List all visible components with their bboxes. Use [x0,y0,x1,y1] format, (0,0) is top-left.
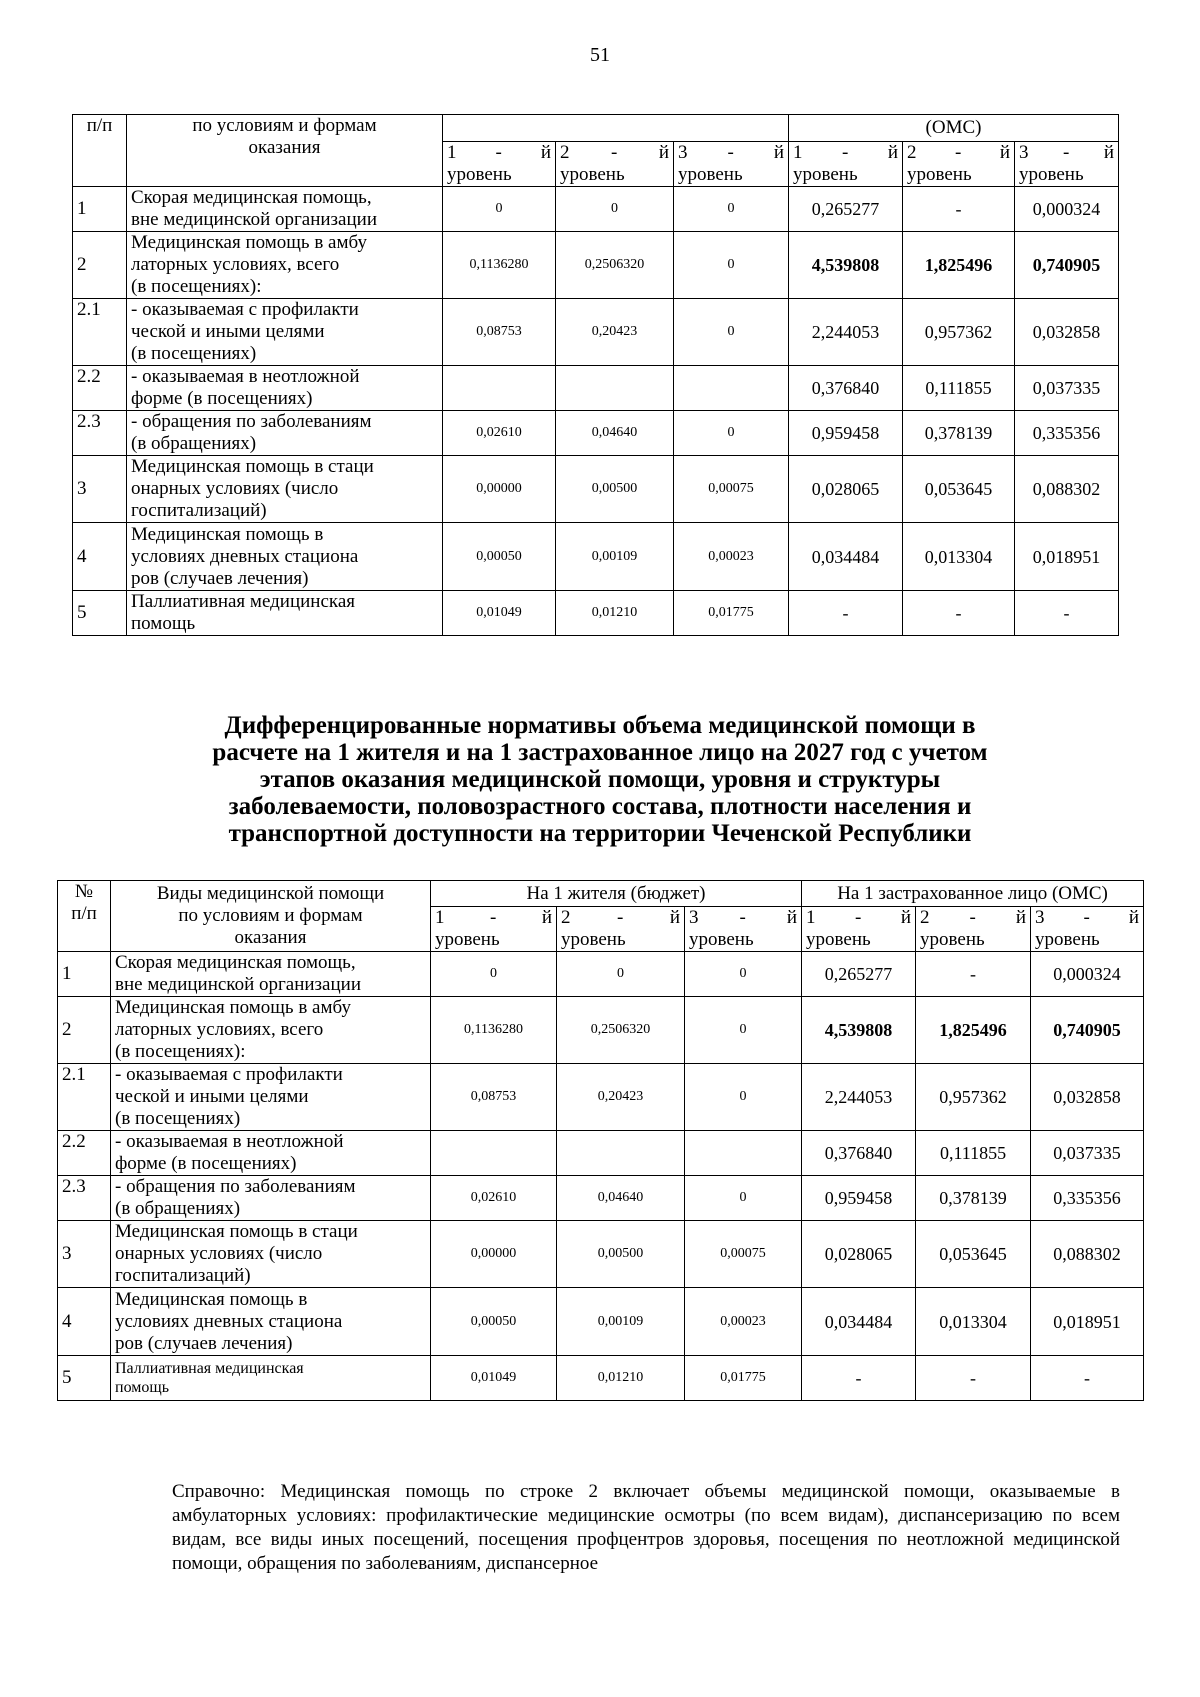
header-level-4 [802,907,916,952]
budget-level-2-value: 0,01210 [557,1356,685,1401]
oms-level-3-value: 0,000324 [1015,187,1119,232]
level-suffix: й [1128,907,1140,928]
level-num: 3 [1019,142,1029,163]
budget-level-2-value: 0,00109 [556,523,674,591]
budget-level-3-value: 0 [674,232,789,299]
level-dash: - [955,142,962,163]
oms-level-3-value: 0,740905 [1031,997,1144,1064]
oms-level-1-value: 0,265277 [789,187,903,232]
row-number: 5 [58,1356,111,1401]
header-level-6 [1015,142,1119,187]
care-type-name: Паллиативная медицинская помощь [127,591,443,636]
table-row [73,299,1119,366]
oms-level-3-value: - [1015,591,1119,636]
budget-level-3-value: 0,01775 [674,591,789,636]
oms-level-1-value: 2,244053 [789,299,903,366]
level-dash: - [969,907,976,928]
level-dash: - [842,142,849,163]
oms-level-2-value: 0,957362 [916,1064,1031,1131]
norms-table-2026 [72,114,1119,636]
oms-level-1-value: 0,028065 [789,456,903,523]
row-number: 2 [58,997,111,1064]
level-word: уровень [920,929,985,950]
oms-level-1-value: 2,244053 [802,1064,916,1131]
level-num: 1 [447,142,457,163]
oms-level-3-value: 0,018951 [1015,523,1119,591]
budget-level-1-value: 0,00000 [431,1221,557,1288]
header-level-1 [431,907,557,952]
oms-level-3-value: 0,037335 [1031,1131,1144,1176]
table-row [58,1288,1144,1356]
level-suffix: й [541,907,552,928]
budget-level-1-value: 0 [431,952,557,997]
oms-level-2-value: 0,053645 [903,456,1015,523]
level-word: уровень [560,164,625,185]
oms-level-2-value: - [903,187,1015,232]
care-type-name: - обращения по заболеваниям (в обращениях) [127,411,443,456]
level-dash: - [495,142,502,163]
budget-level-2-value: 0,04640 [556,411,674,456]
level-num: 1 [806,907,816,928]
level-suffix: й [669,907,680,928]
header-oms-group: (ОМС) [789,115,1119,142]
level-suffix: й [1103,142,1115,163]
care-type-name: Скорая медицинская помощь, вне медицинской организации [111,952,431,997]
care-type-name: Медицинская помощь в стаци онарных условиях (число госпитализаций) [127,456,443,523]
budget-level-1-value: 0,01049 [443,591,556,636]
oms-level-1-value: 0,028065 [802,1221,916,1288]
budget-level-2-value: 0,2506320 [557,997,685,1064]
level-num: 1 [435,907,445,928]
oms-level-2-value: 0,957362 [903,299,1015,366]
level-num: 2 [907,142,917,163]
care-type-name: - оказываемая в неотложной форме (в посещениях) [111,1131,431,1176]
level-word: уровень [561,929,626,950]
oms-level-2-value: 0,378139 [903,411,1015,456]
table-row [58,952,1144,997]
table-row [73,187,1119,232]
oms-level-2-value: 0,013304 [916,1288,1031,1356]
level-dash: - [490,907,497,928]
budget-level-3-value: 0,00075 [685,1221,802,1288]
oms-level-1-value: 0,959458 [802,1176,916,1221]
oms-level-3-value: 0,335356 [1015,411,1119,456]
budget-level-1-value: 0 [443,187,556,232]
level-word: уровень [447,164,512,185]
oms-level-1-value: 0,034484 [789,523,903,591]
level-suffix: й [887,142,898,163]
row-number: 1 [58,952,111,997]
care-type-name: Паллиативная медицинская помощь [111,1356,431,1401]
header-budget-group: На 1 жителя (бюджет) [431,881,802,907]
oms-level-3-value: - [1031,1356,1144,1401]
oms-level-3-value: 0,032858 [1031,1064,1144,1131]
budget-level-1-value [431,1131,557,1176]
row-number: 1 [73,187,127,232]
table-row [58,1176,1144,1221]
care-type-name: Медицинская помощь в амбу латорных условиях, всего (в посещениях): [111,997,431,1064]
table-row [58,1064,1144,1131]
header-level-2 [556,142,674,187]
oms-level-1-value: 0,959458 [789,411,903,456]
table-row [73,366,1119,411]
budget-level-2-value: 0,20423 [557,1064,685,1131]
budget-level-3-value: 0 [685,1176,802,1221]
budget-level-2-value: 0 [556,187,674,232]
budget-level-3-value: 0,00075 [674,456,789,523]
oms-level-2-value: 0,053645 [916,1221,1031,1288]
table-row [58,997,1144,1064]
budget-level-3-value: 0,00023 [685,1288,802,1356]
header-col-no: № п/п [58,881,111,952]
budget-level-1-value [443,366,556,411]
care-type-name: - оказываемая в неотложной форме (в посещениях) [127,366,443,411]
row-number: 2.3 [58,1176,111,1221]
row-number: 2 [73,232,127,299]
budget-level-1-value: 0,1136280 [431,997,557,1064]
level-word: уровень [435,929,500,950]
level-dash: - [855,907,862,928]
table-row [58,1221,1144,1288]
oms-level-2-value: 0,111855 [916,1131,1031,1176]
budget-level-2-value: 0,04640 [557,1176,685,1221]
oms-level-3-value: 0,335356 [1031,1176,1144,1221]
oms-level-3-value: 0,740905 [1015,232,1119,299]
oms-level-2-value: 0,111855 [903,366,1015,411]
header-col-name: по условиям и формам оказания [127,115,443,187]
care-type-name: Медицинская помощь в условиях дневных стациона ров (случаев лечения) [111,1288,431,1356]
budget-level-2-value: 0,00109 [557,1288,685,1356]
row-number: 2.2 [58,1131,111,1176]
norms-table-2027 [57,880,1144,1401]
budget-level-1-value: 0,00000 [443,456,556,523]
header-level-4 [789,142,903,187]
budget-level-1-value: 0,08753 [443,299,556,366]
level-num: 2 [920,907,930,928]
budget-level-3-value: 0,00023 [674,523,789,591]
budget-level-1-value: 0,00050 [443,523,556,591]
row-number: 5 [73,591,127,636]
care-type-name: - оказываемая с профилакти ческой и иными целями (в посещениях) [111,1064,431,1131]
table-row [73,591,1119,636]
oms-level-3-value: 0,018951 [1031,1288,1144,1356]
level-num: 2 [560,142,570,163]
oms-level-1-value: - [789,591,903,636]
oms-level-2-value: - [903,591,1015,636]
oms-level-3-value: 0,088302 [1015,456,1119,523]
oms-level-3-value: 0,037335 [1015,366,1119,411]
oms-level-2-value: 0,378139 [916,1176,1031,1221]
budget-level-2-value: 0,01210 [556,591,674,636]
budget-level-1-value: 0,01049 [431,1356,557,1401]
care-type-name: - обращения по заболеваниям (в обращениях) [111,1176,431,1221]
budget-level-2-value [557,1131,685,1176]
level-suffix: й [540,142,551,163]
budget-level-1-value: 0,00050 [431,1288,557,1356]
oms-level-2-value: - [916,1356,1031,1401]
header-oms-group: На 1 застрахованное лицо (ОМС) [802,881,1144,907]
budget-level-1-value: 0,1136280 [443,232,556,299]
header-level-3 [674,142,789,187]
header-col-no: п/п [73,115,127,187]
level-suffix: й [1015,907,1027,928]
level-suffix: й [900,907,912,928]
level-word: уровень [793,164,858,185]
level-word: уровень [678,164,743,185]
header-budget-group [443,115,789,142]
header-level-3 [685,907,802,952]
level-word: уровень [806,929,871,950]
oms-level-2-value: - [916,952,1031,997]
table-row [73,523,1119,591]
oms-level-3-value: 0,000324 [1031,952,1144,997]
budget-level-3-value [674,366,789,411]
row-number: 2.2 [73,366,127,411]
care-type-name: - оказываемая с профилакти ческой и иными целями (в посещениях) [127,299,443,366]
level-suffix: й [773,142,784,163]
oms-level-3-value: 0,088302 [1031,1221,1144,1288]
oms-level-2-value: 1,825496 [903,232,1015,299]
level-dash: - [739,907,746,928]
level-num: 3 [1035,907,1045,928]
row-number: 3 [73,456,127,523]
table-row [73,456,1119,523]
care-type-name: Медицинская помощь в стаци онарных условиях (число госпитализаций) [111,1221,431,1288]
level-suffix: й [999,142,1010,163]
level-dash: - [611,142,618,163]
table-row [73,232,1119,299]
header-level-6 [1031,907,1144,952]
budget-level-2-value: 0,20423 [556,299,674,366]
budget-level-3-value: 0 [685,952,802,997]
oms-level-1-value: 0,376840 [802,1131,916,1176]
budget-level-1-value: 0,08753 [431,1064,557,1131]
table-row [58,1131,1144,1176]
oms-level-1-value: 4,539808 [789,232,903,299]
section-title: Дифференцированные нормативы объема медицинской помощи в расчете на 1 жителя и на 1 застрахованное лицо на 2027 год с учетом этапов оказания медицинской помощи, уровня и структуры заболеваемости, половозрастного состава, плотности населения и транспортной доступности на территории Чеченской Республики [212,712,988,847]
oms-level-1-value: - [802,1356,916,1401]
budget-level-3-value: 0 [685,1064,802,1131]
oms-level-2-value: 0,013304 [903,523,1015,591]
oms-level-3-value: 0,032858 [1015,299,1119,366]
level-dash: - [617,907,624,928]
budget-level-3-value: 0 [685,997,802,1064]
level-word: уровень [907,164,972,185]
table-row [73,411,1119,456]
budget-level-3-value: 0,01775 [685,1356,802,1401]
budget-level-3-value: 0 [674,411,789,456]
level-num: 3 [678,142,688,163]
row-number: 2.1 [73,299,127,366]
budget-level-3-value [685,1131,802,1176]
page-number: 51 [590,44,610,66]
header-level-1 [443,142,556,187]
header-col-name: Виды медицинской помощи по условиям и формам оказания [111,881,431,952]
row-number: 2.1 [58,1064,111,1131]
level-num: 1 [793,142,803,163]
level-word: уровень [1035,929,1100,950]
oms-level-1-value: 0,265277 [802,952,916,997]
level-dash: - [1083,907,1090,928]
level-suffix: й [658,142,669,163]
budget-level-2-value [556,366,674,411]
row-number: 4 [58,1288,111,1356]
budget-level-1-value: 0,02610 [431,1176,557,1221]
budget-level-2-value: 0 [557,952,685,997]
header-level-2 [557,907,685,952]
budget-level-2-value: 0,00500 [557,1221,685,1288]
level-word: уровень [689,929,754,950]
budget-level-3-value: 0 [674,299,789,366]
level-dash: - [727,142,734,163]
care-type-name: Медицинская помощь в амбу латорных условиях, всего (в посещениях): [127,232,443,299]
header-level-5 [916,907,1031,952]
level-num: 3 [689,907,699,928]
budget-level-3-value: 0 [674,187,789,232]
level-num: 2 [561,907,571,928]
budget-level-1-value: 0,02610 [443,411,556,456]
table-row [58,1356,1144,1401]
header-level-5 [903,142,1015,187]
level-suffix: й [786,907,798,928]
oms-level-1-value: 4,539808 [802,997,916,1064]
level-dash: - [1063,142,1070,163]
oms-level-2-value: 1,825496 [916,997,1031,1064]
budget-level-2-value: 0,2506320 [556,232,674,299]
footnote-text: Справочно: Медицинская помощь по строке 2 включает объемы медицинской помощи, оказываемые в амбулаторных условиях: профилактические медицинские осмотры (по всем видам), диспансеризацию по всем видам, все виды иных посещений, посещения профцентров здоровья, посещения по неотложной медицинской помощи, обращения по заболеваниям, диспансерное [172,1481,1120,1574]
care-type-name: Медицинская помощь в условиях дневных стациона ров (случаев лечения) [127,523,443,591]
budget-level-2-value: 0,00500 [556,456,674,523]
oms-level-1-value: 0,376840 [789,366,903,411]
level-word: уровень [1019,164,1084,185]
row-number: 2.3 [73,411,127,456]
row-number: 3 [58,1221,111,1288]
care-type-name: Скорая медицинская помощь, вне медицинской организации [127,187,443,232]
oms-level-1-value: 0,034484 [802,1288,916,1356]
row-number: 4 [73,523,127,591]
